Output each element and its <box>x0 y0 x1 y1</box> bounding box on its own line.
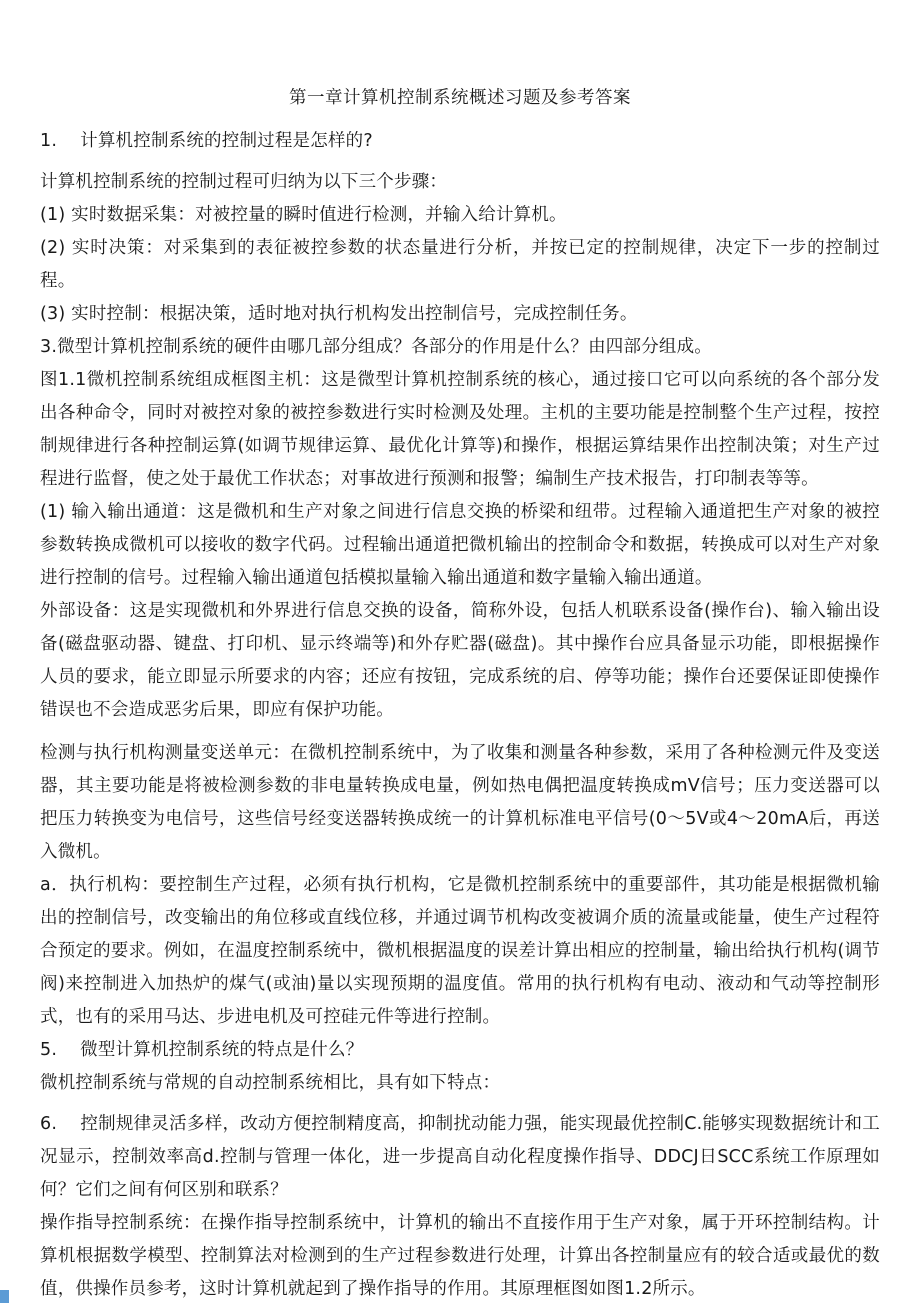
step-2: (2) 实时决策：对采集到的表征被控参数的状态量进行分析，并按已定的控制规律，决定下一步的控制过程。 <box>40 238 880 291</box>
item-6: 6. 控制规律灵活多样，改动方便控制精度高，抑制扰动能力强，能实现最优控制C.能够实现数据统计和工况显示，控制效率高d.控制与管理一体化，进一步提高自动化程度操作指导、DDCJ日SCC系统工作原理如何？它们之间有何区别和联系？ <box>40 1114 880 1200</box>
answer-3-sensors: 检测与执行机构测量变送单元：在微机控制系统中，为了收集和测量各种参数，采用了各种检测元件及变送器，其主要功能是将被检测参数的非电量转换成电量，例如热电偶把温度转换成mV信号；压力变送器可以把压力转换变为电信号，这些信号经变送器转换成统一的计算机标准电平信号(0～5V或4～20mA后，再送入微机。 <box>40 743 880 862</box>
question-1: 1. 计算机控制系统的控制过程是怎样的? <box>40 131 373 151</box>
step-1: (1) 实时数据采集：对被控量的瞬时值进行检测，并输入给计算机。 <box>40 205 567 225</box>
answer-3-peripherals: 外部设备：这是实现微机和外界进行信息交换的设备，简称外设，包括人机联系设备(操作台)、输入输出设备(磁盘驱动器、键盘、打印机、显示终端等)和外存贮器(磁盘)。其中操作台应具备显示功能，即根据操作人员的要求，能立即显示所要求的内容；还应有按钮，完成系统的启、停等功能；操作台还要保证即使操作错误也不会造成恶劣后果，即应有保护功能。 <box>40 601 880 720</box>
question-3: 3.微型计算机控制系统的硬件由哪几部分组成？各部分的作用是什么？由四部分组成。 <box>40 337 712 357</box>
answer-3-actuator: a．执行机构：要控制生产过程，必须有执行机构，它是微机控制系统中的重要部件，其功能是根据微机输出的控制信号，改变输出的角位移或直线位移，并通过调节机构改变被调介质的流量或能量，使生产过程符合预定的要求。例如，在温度控制系统中，微机根据温度的误差计算出相应的控制量，输出给执行机构(调节阀)来控制进入加热炉的煤气(或油)量以实现预期的温度值。常用的执行机构有电动、液动和气动等控制形式，也有的采用马达、步进电机及可控硅元件等进行控制。 <box>40 875 880 1027</box>
answer-1-intro: 计算机控制系统的控制过程可归纳为以下三个步骤： <box>40 172 448 192</box>
doc-title: 第一章计算机控制系统概述习题及参考答案 <box>289 88 631 108</box>
answer-6-guidance-system: 操作指导控制系统：在操作指导控制系统中，计算机的输出不直接作用于生产对象，属于开环控制结构。计算机根据数学模型、控制算法对检测到的生产过程参数进行处理，计算出各控制量应有的较合适或最优的数值，供操作员参考，这时计算机就起到了操作指导的作用。其原理框图如图1.2所示。 <box>40 1213 880 1299</box>
answer-5-intro: 微机控制系统与常规的自动控制系统相比，具有如下特点： <box>40 1073 501 1093</box>
step-3: (3) 实时控制：根据决策，适时地对执行机构发出控制信号，完成控制任务。 <box>40 304 638 324</box>
answer-3-host: 图1.1微机控制系统组成框图主机：这是微型计算机控制系统的核心，通过接口它可以向系统的各个部分发出各种命令，同时对被控对象的被控参数进行实时检测及处理。主机的主要功能是控制整个生产过程，按控制规律进行各种控制运算(如调节规律运算、最优化计算等)和操作，根据运算结果作出控制决策；对生产过程进行监督，使之处于最优工作状态；对事故进行预测和报警；编制生产技术报告，打印制表等等。 <box>40 370 880 489</box>
question-5: 5. 微型计算机控制系统的特点是什么？ <box>40 1040 364 1060</box>
corner-artifact <box>0 1290 9 1303</box>
answer-3-io-channel: (1) 输入输出通道：这是微机和生产对象之间进行信息交换的桥梁和纽带。过程输入通道把生产对象的被控参数转换成微机可以接收的数字代码。过程输出通道把微机输出的控制命令和数据，转换成可以对生产对象进行控制的信号。过程输入输出通道包括模拟量输入输出通道和数字量输入输出通道。 <box>40 502 880 588</box>
